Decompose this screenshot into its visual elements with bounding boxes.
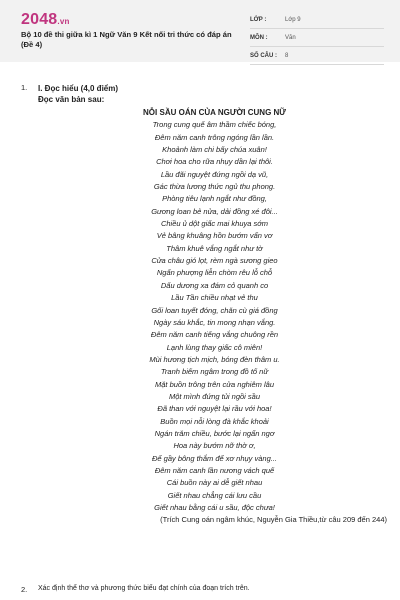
poem-line: Gối loan tuyết đóng, chăn cù giá đồng <box>151 305 278 315</box>
section-title: I. Đọc hiểu (4,0 điểm) <box>38 84 119 93</box>
reading-instruction: Đọc văn bản sau: <box>38 95 105 104</box>
poem-line: Ngấn phượng liễn chòm rêu lỗ chỗ <box>156 268 273 278</box>
poem-line: Khoảnh làm chi bấy chúa xuân! <box>162 145 267 155</box>
poem-line: Đêm năm canh tiếng vắng chuông rền <box>150 330 279 340</box>
poem-line: Một mình đứng tủi ngồi sầu <box>168 391 261 401</box>
poem-lines <box>38 119 391 514</box>
logo-suffix: .vn <box>57 17 70 26</box>
meta-key: LỚP : <box>250 16 267 23</box>
poem-line: Đã than với nguyệt lại rầu với hoa! <box>157 404 272 414</box>
question-number: 1. <box>21 83 28 92</box>
poem-line: Trong cung quế âm thầm chiếc bóng, <box>152 120 277 130</box>
meta-table <box>250 11 384 65</box>
meta-row-question-count <box>250 47 384 65</box>
poem-title: NỖI SẦU OÁN CỦA NGƯỜI CUNG NỮ <box>143 108 286 117</box>
poem-line: Lầu đãi nguyệt đứng ngồi dạ vũ, <box>160 169 269 179</box>
poem-line: Thâm khuê vắng ngắt như tờ <box>166 243 263 253</box>
poem-line: Hoa này bướm nỡ thờ ơ, <box>173 441 256 451</box>
question-2 <box>21 585 391 592</box>
poem-line: Phòng tiêu lạnh ngắt như đồng, <box>162 194 267 204</box>
document-title: Bộ 10 đề thi giữa kì 1 Ngữ Văn 9 Kết nối tri thức có đáp án (Đề 4) <box>21 30 232 49</box>
logo-text: 2048 <box>21 11 58 28</box>
meta-value: Văn <box>285 34 296 41</box>
poem-line: Gác thừa lương thức ngủ thu phong. <box>153 182 276 192</box>
poem-line: Gương loan bẻ nửa, dải đồng xé đôi... <box>151 206 278 216</box>
poem-line: Ngày sáu khắc, tin mong nhạn vắng. <box>153 317 276 327</box>
poem-line: Lầu Tần chiều nhạt vẻ thu <box>171 293 258 303</box>
meta-key: SỐ CÂU : <box>250 52 277 59</box>
poem-line: Lạnh lùng thay giấc cô miên! <box>166 342 263 352</box>
poem-line: Giết nhau chẳng cái lưu cầu <box>167 490 262 500</box>
poem-line: Giết nhau bằng cái u sầu, độc chưa! <box>154 503 275 512</box>
poem-line: Ngán trăm chiều, bước lại ngẩn ngơ <box>154 428 275 438</box>
meta-key: MÔN : <box>250 34 268 41</box>
meta-row-class <box>250 11 384 29</box>
poem-line: Chơi hoa cho rữa nhụy dần lại thôi. <box>156 157 273 167</box>
poem-line: Cửa châu gió lọt, rèm ngà sương gieo <box>151 256 278 266</box>
poem-line: Cái buồn này ai dễ giết nhau <box>166 478 263 488</box>
question-body <box>38 83 391 527</box>
question-number: 2. <box>21 585 28 594</box>
poem-line: Để gầy bông thắm để xơ nhụy vàng... <box>151 453 278 463</box>
poem-line: Đêm năm canh trông ngóng lần lần. <box>154 132 275 142</box>
poem-line: Tranh biếm ngâm trong đồ tố nữ <box>160 367 269 377</box>
poem-line: Đêm năm canh lần nương vách quế <box>154 465 275 475</box>
question-1 <box>21 83 391 527</box>
poem-source: (Trích Cung oán ngâm khúc, Nguyễn Gia Thiều,từ câu 209 đến 244) <box>160 515 387 525</box>
meta-value: 8 <box>285 52 289 59</box>
question-text: Xác định thể thơ và phương thức biểu đạt chính của đoạn trích trên. <box>38 585 250 592</box>
poem-line: Chiều ủ dột giấc mai khuya sớm <box>160 219 269 229</box>
page-header <box>0 0 400 62</box>
poem-line: Dấu dương xa đám cỏ quanh co <box>160 280 269 290</box>
poem-line: Mặt buồn trông trên cửa nghiêm lâu <box>155 379 274 389</box>
poem-line: Mùi hương tịch mịch, bóng đèn thâm u. <box>149 354 280 364</box>
meta-row-subject <box>250 29 384 47</box>
poem-line: Vẻ bâng khuâng hồn bướm vẩn vơ <box>156 231 273 241</box>
poem <box>38 107 391 527</box>
site-logo[interactable] <box>21 11 70 29</box>
meta-value: Lớp 9 <box>285 16 301 23</box>
poem-line: Buồn mọi nỗi lòng đà khắc khoải <box>160 416 269 426</box>
